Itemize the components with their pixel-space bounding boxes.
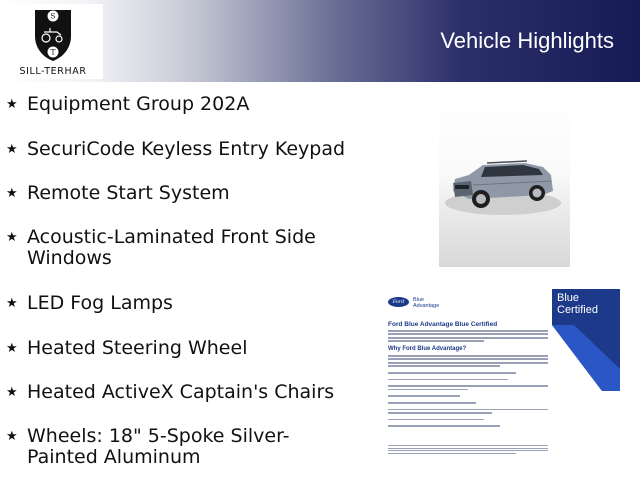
- list-item: [6, 293, 357, 314]
- program-name: [413, 297, 453, 309]
- list-item: [6, 426, 302, 468]
- program-name-line1: Blue: [413, 297, 425, 303]
- star-icon: ★: [6, 142, 18, 157]
- feature-label: LED Fog Lamps: [27, 292, 173, 314]
- list-item: [6, 183, 357, 204]
- star-icon: ★: [6, 97, 18, 112]
- logo-letter-top: S: [50, 11, 56, 21]
- badge-label-line1: Blue: [557, 292, 580, 304]
- feature-label: Acoustic-Laminated Front Side Windows: [27, 226, 316, 269]
- vehicle-photo[interactable]: [439, 95, 570, 267]
- star-icon: ★: [6, 429, 18, 444]
- dealer-shield-icon: [33, 8, 73, 62]
- badge-label: [557, 292, 598, 316]
- feature-label: Wheels: 18" 5-Spoke Silver-Painted Aluminum: [27, 425, 290, 468]
- star-icon: ★: [6, 296, 18, 311]
- star-icon: ★: [6, 230, 18, 245]
- blue-certified-badge: [552, 289, 620, 391]
- feature-label: Remote Start System: [27, 182, 230, 204]
- star-icon: ★: [6, 385, 18, 400]
- logo-letter-bottom: T: [50, 47, 56, 57]
- list-item: [6, 338, 357, 359]
- list-item: [6, 139, 357, 160]
- certification-document: [388, 295, 552, 465]
- document-bullets: [388, 355, 548, 432]
- blue-advantage-logo: [388, 297, 453, 309]
- badge-label-line2: Certified: [557, 304, 598, 316]
- feature-label: Heated ActiveX Captain's Chairs: [27, 381, 335, 403]
- document-subheading: Why Ford Blue Advantage?: [388, 346, 467, 352]
- list-item: [6, 94, 357, 115]
- star-icon: ★: [6, 186, 18, 201]
- document-intro-text: [388, 330, 548, 344]
- feature-label: Heated Steering Wheel: [27, 337, 248, 359]
- feature-label: Equipment Group 202A: [27, 93, 250, 115]
- list-item: [6, 382, 357, 403]
- page-title: Vehicle Highlights: [440, 28, 614, 53]
- document-disclaimer: [388, 445, 548, 455]
- program-name-line2: Advantage: [413, 303, 440, 309]
- feature-label: SecuriCode Keyless Entry Keypad: [27, 138, 346, 160]
- ford-oval-icon: Ford: [388, 297, 409, 307]
- document-heading: Ford Blue Advantage Blue Certified: [388, 321, 498, 328]
- suv-image: [439, 95, 570, 267]
- list-item: [6, 227, 327, 269]
- dealer-logo[interactable]: [3, 4, 103, 79]
- star-icon: ★: [6, 341, 18, 356]
- header-banner: [0, 0, 640, 82]
- dealer-name: SILL-TERHAR: [19, 66, 87, 77]
